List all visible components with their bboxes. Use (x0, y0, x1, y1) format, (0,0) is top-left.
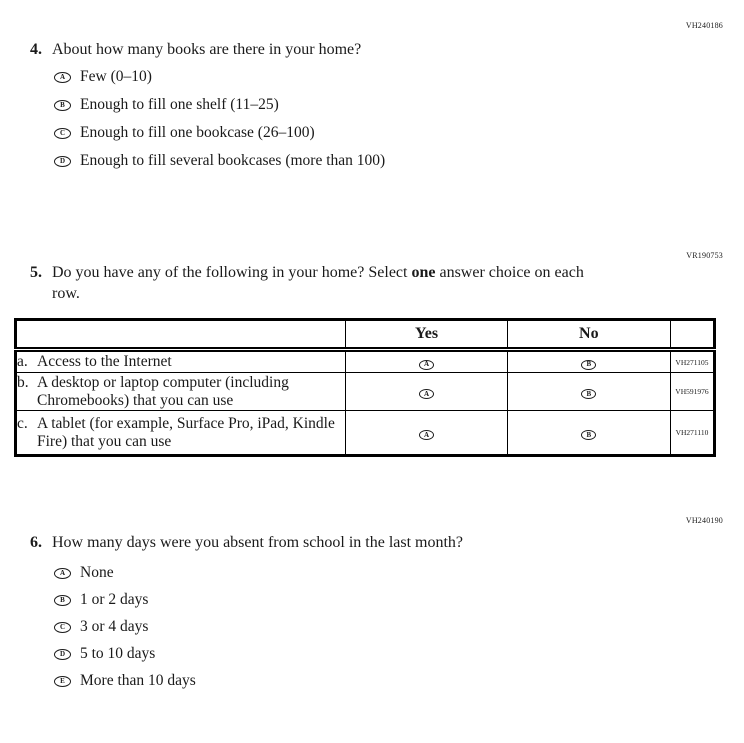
bubble-letter: A (59, 72, 66, 81)
option-label: 3 or 4 days (80, 618, 149, 635)
answer-bubble-no[interactable] (581, 389, 596, 399)
question-5 (30, 262, 584, 304)
stem-flex (17, 374, 345, 410)
row-label: Access to the Internet (37, 353, 172, 370)
question-4 (30, 39, 361, 60)
bubble-letter: D (59, 156, 66, 165)
question-4-options (54, 68, 385, 180)
row-a-stem (16, 350, 346, 373)
answer-bubble-yes[interactable] (419, 360, 434, 370)
header-yes-cell: Yes (346, 320, 507, 350)
row-item-code: VH271110 (670, 411, 714, 456)
row-a-no-cell (507, 350, 670, 373)
row-prefix: b. (17, 373, 29, 391)
option-label: Enough to fill one shelf (11–25) (80, 96, 279, 113)
q5-text-before: Do you have any of the following in your home? Select (52, 264, 412, 281)
row-label: A desktop or laptop computer (including Chromebooks) that you can use (37, 373, 289, 409)
option-row (54, 645, 196, 663)
option-row (54, 96, 385, 114)
row-item-code: VH591976 (670, 373, 714, 411)
option-label: 5 to 10 days (80, 645, 156, 662)
option-label: None (80, 564, 114, 581)
answer-bubble-d[interactable] (54, 649, 71, 660)
option-label: Few (0–10) (80, 68, 152, 85)
bubble-letter: A (424, 359, 430, 368)
bubble-letter: B (60, 595, 65, 604)
answer-bubble-c[interactable] (54, 128, 71, 139)
table-header-row (16, 320, 715, 350)
option-row (54, 618, 196, 636)
answer-bubble-yes[interactable] (419, 430, 434, 440)
table-row (16, 411, 715, 456)
q5-bold-word: one (411, 264, 436, 281)
answer-bubble-no[interactable] (581, 360, 596, 370)
bubble-letter: C (59, 622, 66, 631)
option-label: 1 or 2 days (80, 591, 149, 608)
bubble-letter: A (59, 568, 66, 577)
answer-bubble-yes[interactable] (419, 389, 434, 399)
q5-text-after: answer choice on each (435, 264, 584, 281)
stem-flex (17, 353, 345, 371)
stem-flex (17, 415, 345, 451)
item-code-q6: VH240190 (685, 516, 723, 525)
table-row (16, 373, 715, 411)
bubble-letter: A (424, 389, 430, 398)
item-code-q5: VR190753 (686, 251, 723, 260)
answer-bubble-c[interactable] (54, 622, 71, 633)
option-row (54, 564, 196, 582)
bubble-letter: B (60, 100, 65, 109)
question-5-line2: row. (52, 285, 80, 302)
bubble-letter: B (586, 430, 592, 439)
table-row (16, 350, 715, 373)
row-prefix: a. (17, 353, 28, 370)
question-6-number: 6. (30, 534, 42, 551)
answer-bubble-a[interactable] (54, 568, 71, 579)
row-b-no-cell (507, 373, 670, 411)
row-c-yes-cell (346, 411, 507, 456)
question-6-text: How many days were you absent from school in the last month? (52, 534, 464, 551)
question-6-options (54, 564, 196, 699)
option-row (54, 68, 385, 86)
row-a-yes-cell (346, 350, 507, 373)
option-row (54, 152, 385, 170)
option-label: Enough to fill one bookcase (26–100) (80, 124, 315, 141)
answer-bubble-no[interactable] (581, 430, 596, 440)
answer-bubble-a[interactable] (54, 72, 71, 83)
header-no-cell: No (507, 320, 670, 350)
option-label: Enough to fill several bookcases (more than 100) (80, 152, 386, 169)
answer-bubble-b[interactable] (54, 100, 71, 111)
question-6 (30, 532, 463, 553)
q5-answer-table (14, 318, 716, 457)
option-row (54, 591, 196, 609)
question-5-line1 (52, 262, 584, 283)
answer-bubble-e[interactable] (54, 676, 71, 687)
row-item-code: VH271105 (670, 350, 714, 373)
header-code-cell (670, 320, 714, 350)
bubble-letter: C (59, 128, 66, 137)
bubble-letter: D (59, 649, 66, 658)
row-b-stem (16, 373, 346, 411)
question-4-number: 4. (30, 41, 42, 58)
row-prefix: c. (17, 414, 28, 432)
row-c-no-cell (507, 411, 670, 456)
bubble-letter: A (424, 430, 430, 439)
option-label: More than 10 days (80, 672, 196, 689)
bubble-letter: B (586, 359, 592, 368)
bubble-letter: E (60, 676, 65, 685)
answer-bubble-d[interactable] (54, 156, 71, 167)
question-5-text (52, 262, 584, 304)
header-stem-cell (16, 320, 346, 350)
row-label: A tablet (for example, Surface Pro, iPad, Kindle Fire) that you can use (37, 414, 335, 450)
row-c-stem (16, 411, 346, 456)
option-row (54, 124, 385, 142)
bubble-letter: B (586, 389, 592, 398)
item-code-q4: VH240186 (685, 21, 723, 30)
answer-bubble-b[interactable] (54, 595, 71, 606)
question-5-number: 5. (30, 264, 42, 281)
question-4-text: About how many books are there in your home? (52, 41, 362, 58)
row-b-yes-cell (346, 373, 507, 411)
option-row (54, 672, 196, 690)
